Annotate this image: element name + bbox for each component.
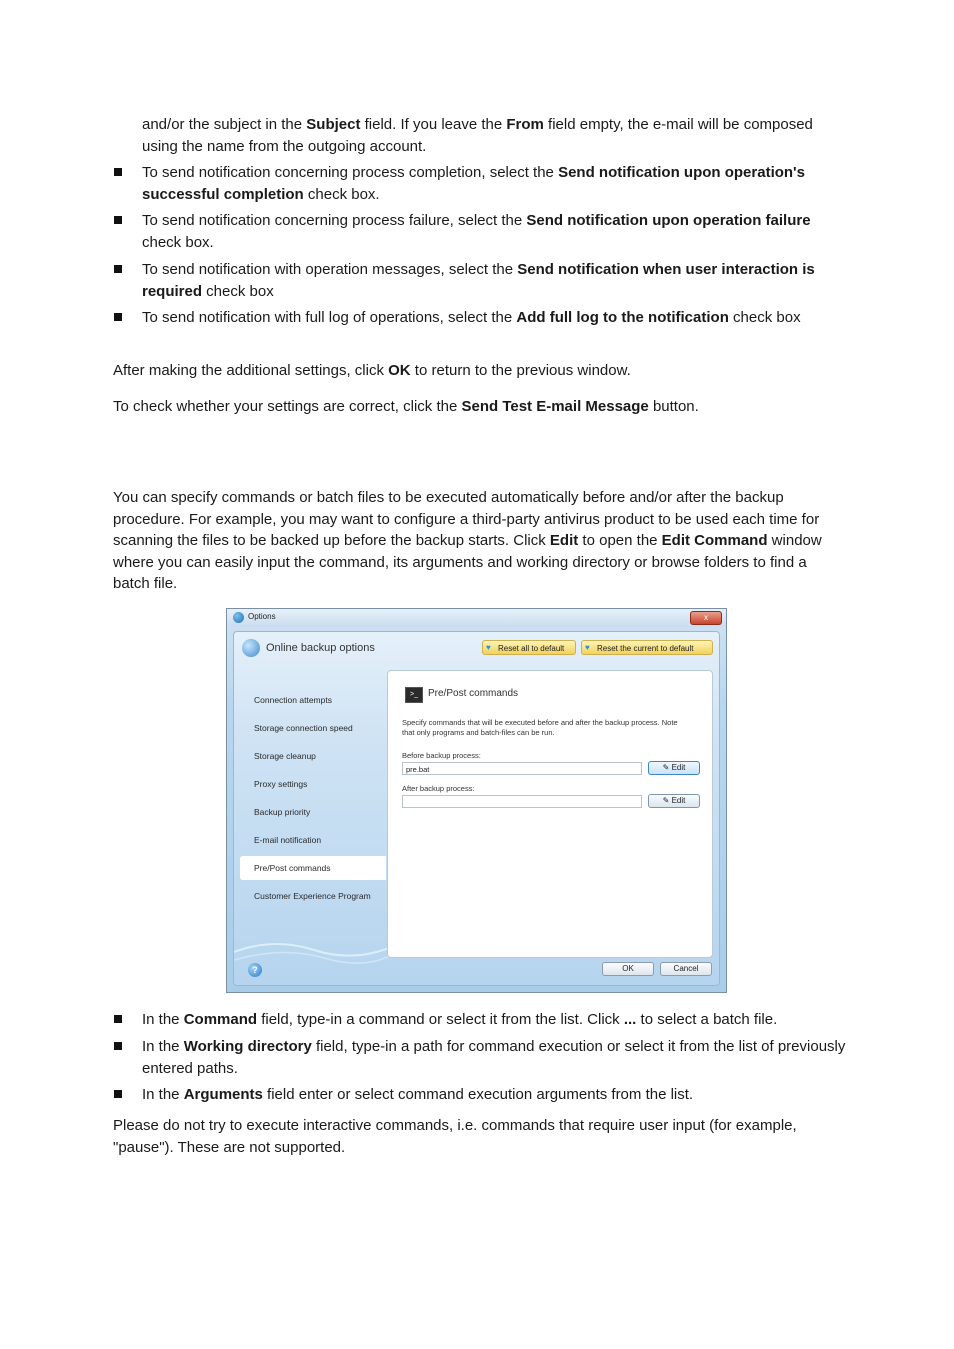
list-item: In the Arguments field enter or select command execution arguments from the list.: [142, 1086, 694, 1103]
reset-all-label: Reset all to default: [498, 644, 565, 653]
options-header-title: Online backup options: [266, 642, 375, 654]
reset-current-button[interactable]: [581, 640, 713, 655]
nav-item-pre-post-commands[interactable]: Pre/Post commands: [240, 856, 386, 880]
reset-current-label: Reset the current to default: [597, 644, 694, 653]
heart-check-icon: ♥: [486, 643, 491, 652]
after-backup-label: After backup process:: [402, 784, 475, 793]
list-item: To send notification concerning process failure, select the Send notification upon operation failure check box.: [142, 212, 811, 251]
paragraph-interactive-warning: Please do not try to execute interactive commands, i.e. commands that require user input (for example, "pause"). These are not supported.: [113, 1117, 797, 1156]
list-item: To send notification concerning process completion, select the Send notification upon operation's successful completion check box.: [142, 164, 805, 203]
globe-icon: [242, 639, 260, 657]
paragraph-test-email: To check whether your settings are correct, click the Send Test E-mail Message button.: [113, 398, 699, 415]
nav-item-storage-cleanup[interactable]: Storage cleanup: [254, 751, 316, 761]
pencil-icon: ✎: [662, 796, 672, 805]
bullet-marker: [114, 1042, 122, 1050]
panel-description: Specify commands that will be executed before and after the backup process. Note that only programs and batch-files can be run.: [402, 718, 678, 737]
window-title: Options: [248, 612, 276, 621]
list-item: In the Working directory field, type-in a path for command execution or select it from the list of previously entered paths.: [142, 1038, 846, 1077]
bullet-marker: [114, 313, 122, 321]
edit-label: Edit: [671, 763, 686, 772]
nav-item-connection-attempts[interactable]: Connection attempts: [254, 695, 332, 705]
bullet-marker: [114, 216, 122, 224]
nav-item-proxy-settings[interactable]: Proxy settings: [254, 779, 308, 789]
edit-after-button[interactable]: [648, 794, 700, 808]
nav-item-customer-experience[interactable]: Customer Experience Program: [254, 891, 371, 901]
help-icon[interactable]: ?: [248, 963, 262, 977]
window-titlebar: [227, 609, 726, 627]
app-icon: [233, 612, 244, 623]
nav-item-backup-priority[interactable]: Backup priority: [254, 807, 311, 817]
before-backup-label: Before backup process:: [402, 751, 481, 760]
bullet-marker: [114, 1015, 122, 1023]
close-button[interactable]: x: [690, 611, 722, 625]
cancel-button[interactable]: Cancel: [660, 962, 712, 976]
pre-post-commands-panel: [387, 670, 713, 958]
paragraph-commands: You can specify commands or batch files to be executed automatically before and/or after the backup procedure. For example, you may want to configure a third-party antivirus product to be used each time for scanning the files to be backed up before the backup starts. Click Edit to open the Edit Command window where you can easily input the command, its arguments and working directory or browse folders to find a batch file.: [113, 489, 822, 592]
list-item: To send notification with full log of operations, select the Add full log to the notification check box: [142, 309, 801, 326]
bullet-marker: [114, 168, 122, 176]
list-item: To send notification with operation messages, select the Send notification when user interaction is required check box: [142, 261, 815, 300]
edit-before-button[interactable]: [648, 761, 700, 775]
pencil-icon: ✎: [662, 763, 672, 772]
nav-item-storage-connection-speed[interactable]: Storage connection speed: [254, 723, 353, 733]
before-backup-field[interactable]: pre.bat: [402, 762, 642, 775]
options-window-screenshot: [226, 608, 727, 993]
window-content: [233, 631, 720, 986]
after-backup-field[interactable]: [402, 795, 642, 808]
command-prompt-icon: >_: [405, 687, 423, 703]
list-item: In the Command field, type-in a command or select it from the list. Click ... to select a batch file.: [142, 1011, 778, 1028]
reset-all-button[interactable]: [482, 640, 576, 655]
nav-item-email-notification[interactable]: E-mail notification: [254, 835, 322, 845]
bullet-marker: [114, 1090, 122, 1098]
heart-check-icon: ♥: [585, 643, 590, 652]
paragraph-ok: After making the additional settings, click OK to return to the previous window.: [113, 362, 631, 379]
edit-label: Edit: [671, 796, 686, 805]
panel-title: Pre/Post commands: [428, 688, 519, 699]
ok-button[interactable]: OK: [602, 962, 654, 976]
bullet-marker: [114, 265, 122, 273]
paragraph-from-field: and/or the subject in the Subject field. If you leave the From field empty, the e-mail will be composed using the name from the outgoing account.: [142, 116, 813, 155]
